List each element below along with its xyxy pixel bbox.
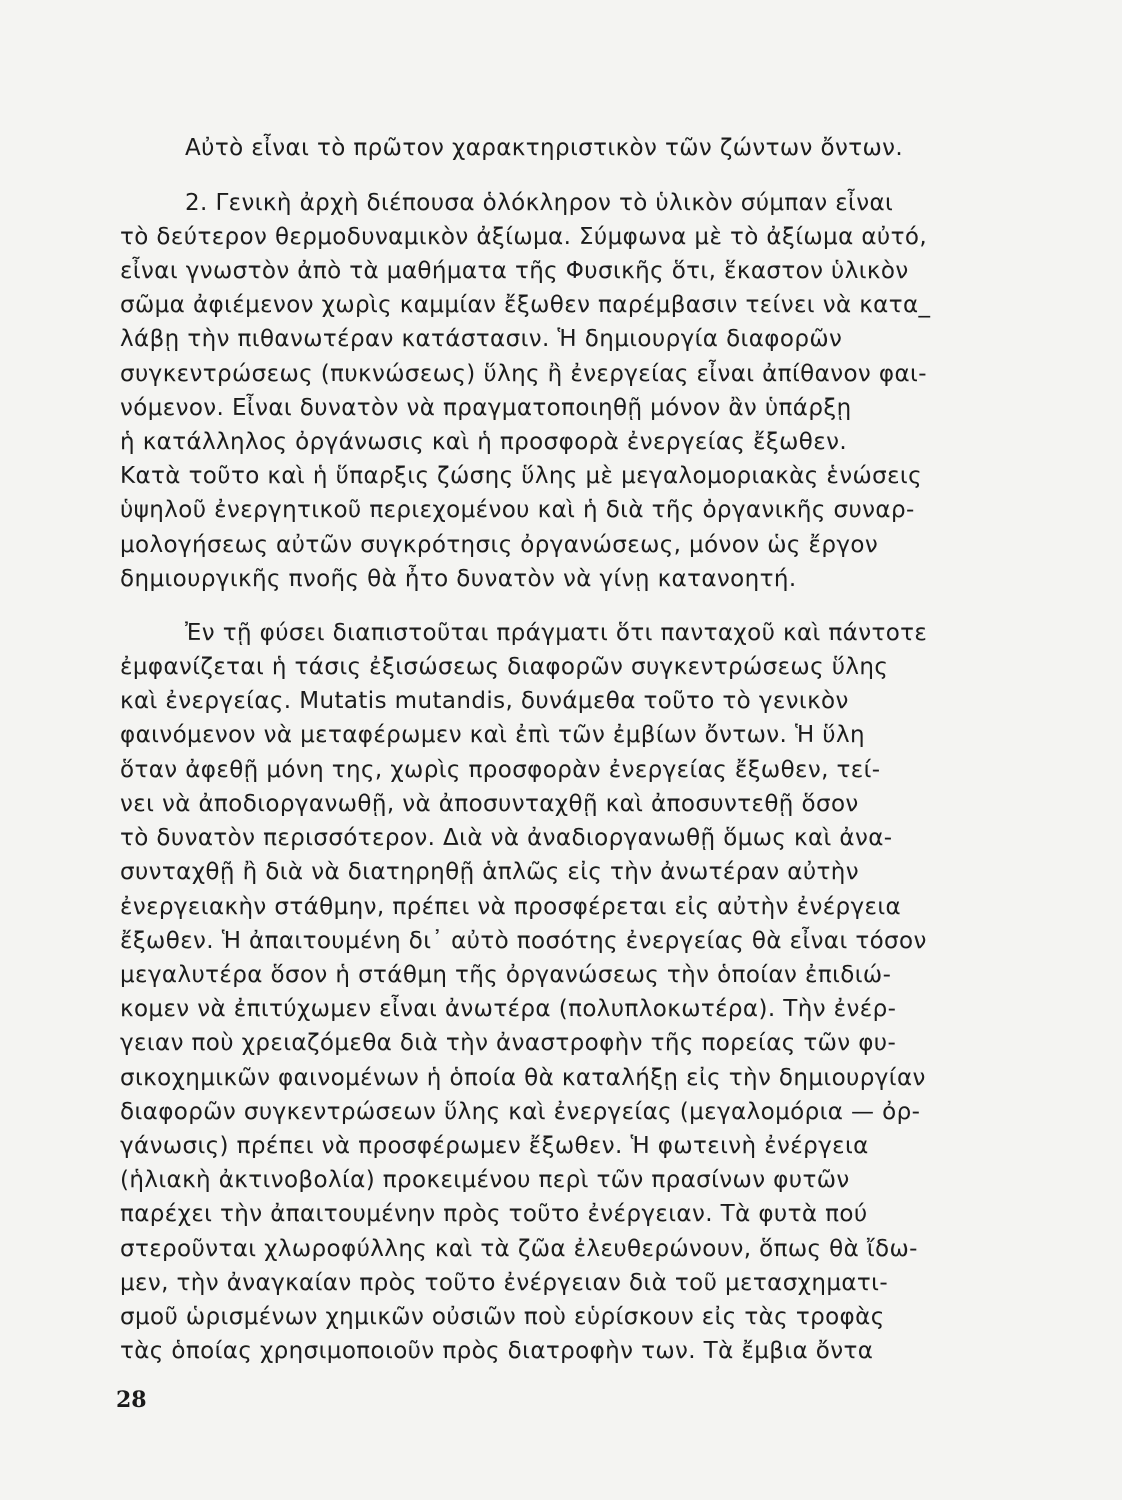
text-line: τὸ δυνατὸν περισσότερον. Διὰ νὰ ἀναδιοργανωθῇ ὅμως καὶ ἀνα- (120, 825, 893, 851)
text-line: λάβῃ τὴν πιθανωτέραν κατάστασιν. Ἡ δημιουργία διαφορῶν (120, 326, 843, 352)
text-line: ἐνεργειακὴν στάθμην, πρέπει νὰ προσφέρεται εἰς αὐτὴν ἐνέργεια (120, 894, 902, 920)
text-line: Κατὰ τοῦτο καὶ ἡ ὕπαρξις ζώσης ὕλης μὲ μεγαλομοριακὰς ἑνώσεις (120, 463, 922, 489)
text-line: σῶμα ἀφιέμενον χωρὶς καμμίαν ἔξωθεν παρέμβασιν τείνει νὰ κατα_ (120, 292, 931, 318)
text-line: καὶ ἐνεργείας. Mutatis mutandis, δυνάμεθα τοῦτο τὸ γενικὸν (120, 688, 849, 714)
text-line: κομεν νὰ ἐπιτύχωμεν εἶναι ἀνωτέρα (πολυπλοκωτέρα). Τὴν ἐνέρ- (120, 996, 897, 1022)
text-line: σμοῦ ὡρισμένων χημικῶν οὐσιῶν ποὺ εὑρίσκουν εἰς τὰς τροφὰς (120, 1304, 885, 1330)
text-line: ἔξωθεν. Ἡ ἀπαιτουμένη δι᾽ αὐτὸ ποσότης ἐνεργείας θὰ εἶναι τόσον (120, 928, 927, 954)
text-line: σικοχημικῶν φαινομένων ἡ ὁποία θὰ καταλήξῃ εἰς τὴν δημιουργίαν (120, 1065, 926, 1091)
page-number: 28 (116, 1387, 147, 1413)
text-line: ἡ κατάλληλος ὀργάνωσις καὶ ἡ προσφορὰ ἐνεργείας ἔξωθεν. (120, 429, 848, 455)
text-line: φαινόμενον νὰ μεταφέρωμεν καὶ ἐπὶ τῶν ἐμβίων ὄντων. Ἡ ὕλη (120, 722, 865, 748)
text-line: νει νὰ ἀποδιοργανωθῇ, νὰ ἀποσυνταχθῇ καὶ ἀποσυντεθῇ ὅσον (120, 791, 859, 817)
text-line: διαφορῶν συγκεντρώσεων ὕλης καὶ ἐνεργείας (μεγαλομόρια — ὀρ- (120, 1099, 921, 1125)
text-line: γειαν ποὺ χρειαζόμεθα διὰ τὴν ἀναστροφὴν τῆς πορείας τῶν φυ- (120, 1030, 897, 1056)
text-line: συγκεντρώσεως (πυκνώσεως) ὕλης ἢ ἐνεργείας εἶναι ἀπίθανον φαι- (120, 361, 927, 387)
text-line: γάνωσις) πρέπει νὰ προσφέρωμεν ἔξωθεν. Ἡ φωτεινὴ ἐνέργεια (120, 1133, 869, 1159)
text-line: συνταχθῇ ἢ διὰ νὰ διατηρηθῇ ἁπλῶς εἰς τὴν ἀνωτέραν αὐτὴν (120, 859, 860, 885)
text-line: τὸ δεύτερον θερμοδυναμικὸν ἀξίωμα. Σύμφωνα μὲ τὸ ἀξίωμα αὐτό, (120, 224, 928, 250)
text-line: μολογήσεως αὐτῶν συγκρότησις ὀργανώσεως, μόνον ὡς ἔργον (120, 532, 879, 558)
text-line: (ἡλιακὴ ἀκτινοβολία) προκειμένου περὶ τῶν πρασίνων φυτῶν (120, 1167, 850, 1193)
text-line: ὅταν ἀφεθῇ μόνη της, χωρὶς προσφορὰν ἐνεργείας ἔξωθεν, τεί- (120, 757, 881, 783)
text-line: νόμενον. Εἶναι δυνατὸν νὰ πραγματοποιηθῇ μόνον ἂν ὑπάρξῃ (120, 395, 852, 421)
text-line: 2. Γενικὴ ἀρχὴ διέπουσα ὁλόκληρον τὸ ὑλικὸν σύμπαν εἶναι (185, 190, 894, 216)
text-line: παρέχει τὴν ἀπαιτουμένην πρὸς τοῦτο ἐνέργειαν. Τὰ φυτὰ πού (120, 1201, 868, 1227)
text-line: ἐμφανίζεται ἡ τάσις ἐξισώσεως διαφορῶν συγκεντρώσεως ὕλης (120, 654, 889, 680)
text-line: δημιουργικῆς πνοῆς θὰ ἦτο δυνατὸν νὰ γίνῃ κατανοητή. (120, 566, 797, 592)
text-line: Αὐτὸ εἶναι τὸ πρῶτον χαρακτηριστικὸν τῶν ζώντων ὄντων. (185, 135, 904, 161)
text-line: στεροῦνται χλωροφύλλης καὶ τὰ ζῶα ἐλευθερώνουν, ὅπως θὰ ἴδω- (120, 1236, 918, 1262)
text-line: ὑψηλοῦ ἐνεργητικοῦ περιεχομένου καὶ ἡ διὰ τῆς ὀργανικῆς συναρ- (120, 497, 915, 523)
text-line: Ἐν τῇ φύσει διαπιστοῦται πράγματι ὅτι πανταχοῦ καὶ πάντοτε (185, 620, 928, 646)
text-line: μεγαλυτέρα ὅσον ἡ στάθμη τῆς ὀργανώσεως τὴν ὁποίαν ἐπιδιώ- (120, 962, 892, 988)
text-line: μεν, τὴν ἀναγκαίαν πρὸς τοῦτο ἐνέργειαν διὰ τοῦ μετασχηματι- (120, 1270, 889, 1296)
text-line: εἶναι γνωστὸν ἀπὸ τὰ μαθήματα τῆς Φυσικῆς ὅτι, ἕκαστον ὑλικὸν (120, 258, 909, 284)
text-line: τὰς ὁποίας χρησιμοποιοῦν πρὸς διατροφὴν των. Τὰ ἔμβια ὄντα (120, 1338, 874, 1364)
